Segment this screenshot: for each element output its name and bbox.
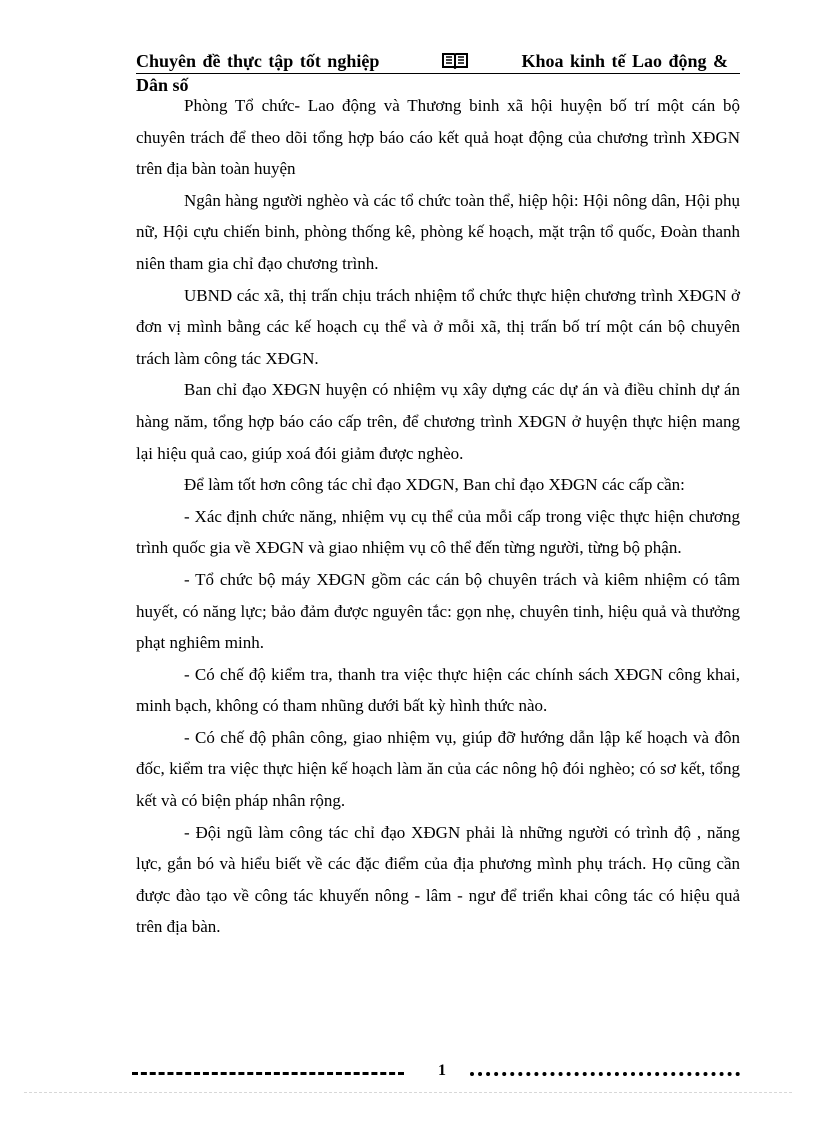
header-right-title: Khoa kinh tế Lao động & — [521, 51, 728, 71]
page-number: 1 — [438, 1062, 446, 1079]
header-right-title-continued: Dân số — [136, 75, 189, 95]
header-row — [136, 50, 740, 72]
body-text — [136, 90, 740, 943]
header-left-title: Chuyên đề thực tập tốt nghiệp — [136, 51, 380, 71]
paragraph: - Đội ngũ làm công tác chỉ đạo XĐGN phải là những người có trình độ , năng lực, gắn bó và hiểu biết về các đặc điểm của địa phương mình phụ trách. Họ cũng cần được đào tạo về công tác khuyến nông - lâm - ngư để triển khai công tác có hiệu quả trên địa bàn. — [136, 822, 740, 937]
paragraph: Để làm tốt hơn công tác chỉ đạo XDGN, Ban chỉ đạo XĐGN các cấp cần: — [184, 475, 685, 495]
header-rule — [136, 73, 740, 74]
paragraph: Phòng Tổ chức- Lao động và Thương binh xã hội huyện bố trí một cán bộ chuyên trách để theo dõi tổng hợp báo cáo kết quả hoạt động của chương trình XĐGN trên địa bàn toàn huyện — [136, 96, 740, 179]
footer-dotted-rule — [470, 1072, 740, 1076]
paragraph: Ban chỉ đạo XĐGN huyện có nhiệm vụ xây dựng các dự án và điều chỉnh dự án hàng năm, tổng hợp báo cáo cấp trên, để chương trình XĐGN ở huyện thực hiện mang lại hiệu quả cao, giúp xoá đói giảm được nghèo. — [136, 380, 740, 463]
paragraph: UBND các xã, thị trấn chịu trách nhiệm tổ chức thực hiện chương trình XĐGN ở đơn vị mình bằng các kế hoạch cụ thể và ở mỗi xã, thị trấn bố trí một cán bộ chuyên trách làm công tác XĐGN. — [136, 285, 740, 368]
footer-dashed-rule — [132, 1072, 404, 1075]
paragraph: Ngân hàng người nghèo và các tổ chức toàn thể, hiệp hội: Hội nông dân, Hội phụ nữ, Hội cựu chiến binh, phòng thống kê, phòng kế hoạch, mặt trận tổ quốc, Đoàn thanh niên tham gia chỉ đạo chương trình. — [136, 190, 740, 273]
paragraph: - Có chế độ kiểm tra, thanh tra việc thực hiện các chính sách XĐGN công khai, minh bạch, không có tham nhũng dưới bất kỳ hình thức nào. — [136, 664, 740, 716]
page-bottom-rule — [24, 1092, 792, 1093]
page-header — [136, 50, 740, 95]
paragraph: - Có chế độ phân công, giao nhiệm vụ, giúp đỡ hướng dẫn lập kế hoạch và đôn đốc, kiểm tra việc thực hiện kế hoạch làm ăn của các nông hộ đói nghèo; có sơ kết, tổng kết và có biện pháp nhân rộng. — [136, 727, 740, 811]
page-footer — [132, 1063, 740, 1083]
paragraph: - Tổ chức bộ máy XĐGN gồm các cán bộ chuyên trách và kiêm nhiệm có tâm huyết, có năng lực; bảo đảm được nguyên tắc: gọn nhẹ, chuyên tinh, hiệu quả và thưởng phạt nghiêm minh. — [136, 569, 740, 653]
paragraph: - Xác định chức năng, nhiệm vụ cụ thể của mỗi cấp trong việc thực hiện chương trình quốc gia về XĐGN và giao nhiệm vụ cô thể đến từng người, từng bộ phận. — [136, 506, 740, 558]
open-book-icon — [442, 52, 468, 69]
